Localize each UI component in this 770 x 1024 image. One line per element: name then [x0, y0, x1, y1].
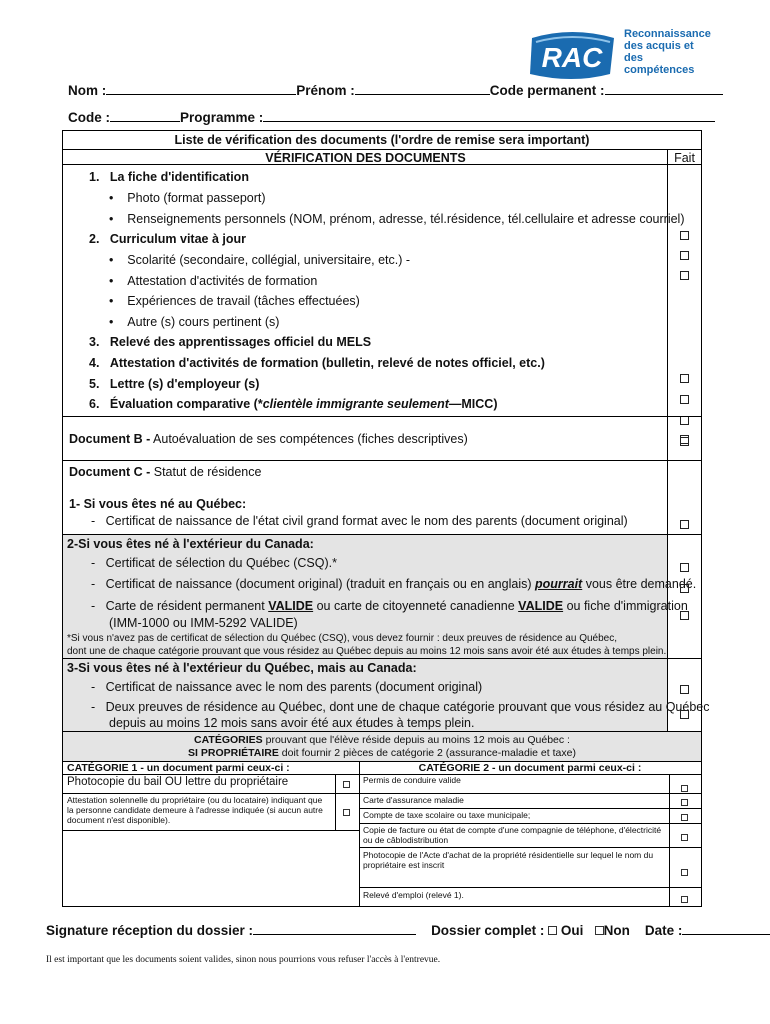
checkbox-attestation[interactable]: [680, 395, 689, 404]
item-2: 2. Curriculum vitae à jour: [89, 232, 247, 246]
signature-field[interactable]: [253, 922, 416, 935]
category-2-item-acte: Photocopie de l'Acte d'achat de la propriété résidentielle sur lequel le nom du propriétaire est inscrit: [363, 850, 654, 870]
fait-header: Fait: [674, 151, 695, 165]
date-field[interactable]: [682, 922, 770, 935]
checkbox-cat2-releve[interactable]: [681, 896, 688, 903]
bullet-attestation: • Attestation d'activités de formation: [109, 274, 318, 288]
item-5: 5. Lettre (s) d'employeur (s): [89, 377, 260, 391]
section-3-title: 3-Si vous êtes né à l'extérieur du Québec, mais au Canada:: [67, 661, 417, 675]
checkbox-cat2-assurance[interactable]: [681, 799, 688, 806]
logo-line-3: des compétences: [624, 52, 695, 76]
checklist-title: Liste de vérification des documents (l'ordre de remise sera important): [174, 133, 590, 147]
checkbox-cv[interactable]: [680, 271, 689, 280]
checkbox-sec3-preuves[interactable]: [680, 710, 689, 719]
checkbox-cat2-taxe[interactable]: [681, 814, 688, 821]
categories-intro: CATÉGORIES prouvant que l'élève réside depuis au moins 12 mois au Québec :: [194, 734, 570, 746]
bullet-renseignements: • Renseignements personnels (NOM, prénom, adresse, tél.résidence, tél.cellulaire et adresse courriel): [109, 212, 685, 226]
checkbox-sec1-certificat[interactable]: [680, 520, 689, 529]
bullet-photo: • Photo (format passeport): [109, 191, 266, 205]
categories-intro-2: SI PROPRIÉTAIRE doit fournir 2 pièces de catégorie 2 (assurance-maladie et taxe): [188, 747, 576, 759]
programme-label: Programme :: [180, 110, 264, 125]
document-c: Document C - Statut de résidence: [69, 465, 262, 479]
section-1-item: - Certificat de naissance de l'état civil grand format avec le nom des parents (document original): [91, 514, 628, 528]
section-2-item-csq: - Certificat de sélection du Québec (CSQ).*: [91, 556, 337, 570]
category-1-title: CATÉGORIE 1 - un document parmi ceux-ci :: [67, 762, 290, 774]
dossier-complet-label: Dossier complet :: [431, 923, 545, 938]
section-3-item-naissance: - Certificat de naissance avec le nom des parents (document original): [91, 680, 483, 694]
checkbox-renseignements[interactable]: [680, 251, 689, 260]
date-label: Date :: [644, 923, 683, 938]
category-1-item-attestation: Attestation solennelle du propriétaire (ou du locataire) indiquant que la personne candidate demeure à l'adresse indiquée (si aucun autre document n'est disponible).: [67, 795, 323, 825]
title-row: [63, 131, 701, 149]
checkbox-document-b[interactable]: [680, 435, 689, 444]
bullet-scolarite: • Scolarité (secondaire, collégial, universitaire, etc.) -: [109, 253, 411, 267]
document-b-row: [63, 416, 701, 460]
code-field[interactable]: [110, 109, 180, 122]
subtitle-row: [63, 149, 701, 164]
code-permanent-field[interactable]: [605, 82, 723, 95]
oui-label: Oui: [560, 923, 584, 938]
category-2-item-taxe: Compte de taxe scolaire ou taxe municipale;: [363, 810, 531, 820]
item-3: 3. Relevé des apprentissages officiel du MELS: [89, 335, 372, 349]
item-4: 4. Attestation d'activités de formation (bulletin, relevé de notes officiel, etc.): [89, 356, 545, 370]
checklist-table: [62, 130, 710, 907]
checkbox-csq[interactable]: [680, 563, 689, 572]
footer-note: Il est important que les documents soient valides, sinon nous pourrions vous refuser l'accès à l'entrevue.: [46, 955, 441, 965]
document-c-row: [63, 460, 701, 534]
section-3-row: [63, 658, 710, 731]
categories-table: [63, 761, 701, 906]
rac-badge-text: RAC: [541, 42, 603, 73]
checkbox-cat2-facture[interactable]: [681, 834, 688, 841]
checkbox-naissance[interactable]: [680, 584, 689, 593]
item-1: 1. La fiche d'identification: [89, 170, 249, 184]
category-2-title: CATÉGORIE 2 - un document parmi ceux-ci :: [418, 762, 642, 774]
document-b: Document B - Autoévaluation de ses compétences (fiches descriptives): [69, 432, 468, 446]
section-2-item-naissance: - Certificat de naissance (document original) (traduit en français ou en anglais) pourrait vous être demandé.: [91, 577, 697, 591]
section-3-item-preuves: - Deux preuves de résidence au Québec, dont une de chaque catégorie prouvant que vous résidez au Québec: [91, 700, 710, 714]
section-3-item-preuves-line2: depuis au moins 12 mois sans avoir été aux études à temps plein.: [109, 716, 475, 730]
section-2-title: 2-Si vous êtes né à l'extérieur du Canada:: [67, 537, 314, 551]
checkbox-photo[interactable]: [680, 231, 689, 240]
nom-label: Nom :: [68, 83, 107, 98]
item-6: 6. Évaluation comparative (*clientèle immigrante seulement—MICC): [89, 397, 498, 411]
checkbox-cat1-bail[interactable]: [343, 781, 350, 788]
non-label: Non: [603, 923, 630, 938]
category-2-item-facture: Copie de facture ou état de compte d'une compagnie de téléphone, d'électricité ou de câblodistribution: [363, 825, 662, 845]
nom-field[interactable]: [106, 82, 296, 95]
code-label: Code :: [68, 110, 110, 125]
category-2-item-permis: Permis de conduire valide: [363, 775, 461, 785]
checkbox-sec3-naissance[interactable]: [680, 685, 689, 694]
checkbox-cat2-permis[interactable]: [681, 785, 688, 792]
checkbox-oui[interactable]: [548, 926, 557, 935]
checkbox-cat1-attestation[interactable]: [343, 809, 350, 816]
bullet-experiences: • Expériences de travail (tâches effectuées): [109, 294, 360, 308]
bullet-autre: • Autre (s) cours pertinent (s): [109, 315, 280, 329]
categories-intro-row: [63, 731, 701, 761]
logo-line-1: Reconnaissance: [624, 28, 711, 40]
prenom-field[interactable]: [355, 82, 490, 95]
category-1-item-bail: Photocopie du bail OU lettre du propriétaire: [67, 776, 289, 788]
checkbox-releve[interactable]: [680, 374, 689, 383]
section-2-note-1: *Si vous n'avez pas de certificat de sélection du Québec (CSQ), vous devez fournir : deux preuves de résidence au Québec,: [67, 633, 617, 644]
section-1-title: 1- Si vous êtes né au Québec:: [69, 497, 247, 511]
header-line-1: [68, 82, 723, 98]
section-2-row: [63, 534, 701, 658]
section-2-item-carte: - Carte de résident permanent VALIDE ou carte de citoyenneté canadienne VALIDE ou fiche d'immigration: [91, 599, 688, 613]
logo-line-2: des acquis et: [624, 40, 694, 52]
rac-logo: [526, 26, 711, 82]
checkbox-carte[interactable]: [680, 611, 689, 620]
checklist-subtitle: VÉRIFICATION DES DOCUMENTS: [265, 151, 466, 165]
section-2-note-2: dont une de chaque catégorie prouvant que vous résidez au Québec depuis au moins 12 mois sans avoir été aux études à temps plein.: [67, 646, 667, 657]
rac-badge-icon: [526, 30, 618, 80]
programme-field[interactable]: [263, 109, 715, 122]
header-line-2: [68, 109, 715, 125]
checkbox-cat2-acte[interactable]: [681, 869, 688, 876]
signature-label: Signature réception du dossier :: [46, 923, 254, 938]
prenom-label: Prénom :: [296, 83, 355, 98]
category-2-item-assurance: Carte d'assurance maladie: [363, 795, 464, 805]
items-row: [63, 164, 701, 416]
footer-line: [46, 922, 770, 938]
section-2-item-carte-line2: (IMM-1000 ou IMM-5292 VALIDE): [109, 616, 298, 630]
category-2-item-releve: Relevé d'emploi (relevé 1).: [363, 890, 464, 900]
code-permanent-label: Code permanent :: [489, 83, 605, 98]
checkbox-non[interactable]: [595, 926, 604, 935]
